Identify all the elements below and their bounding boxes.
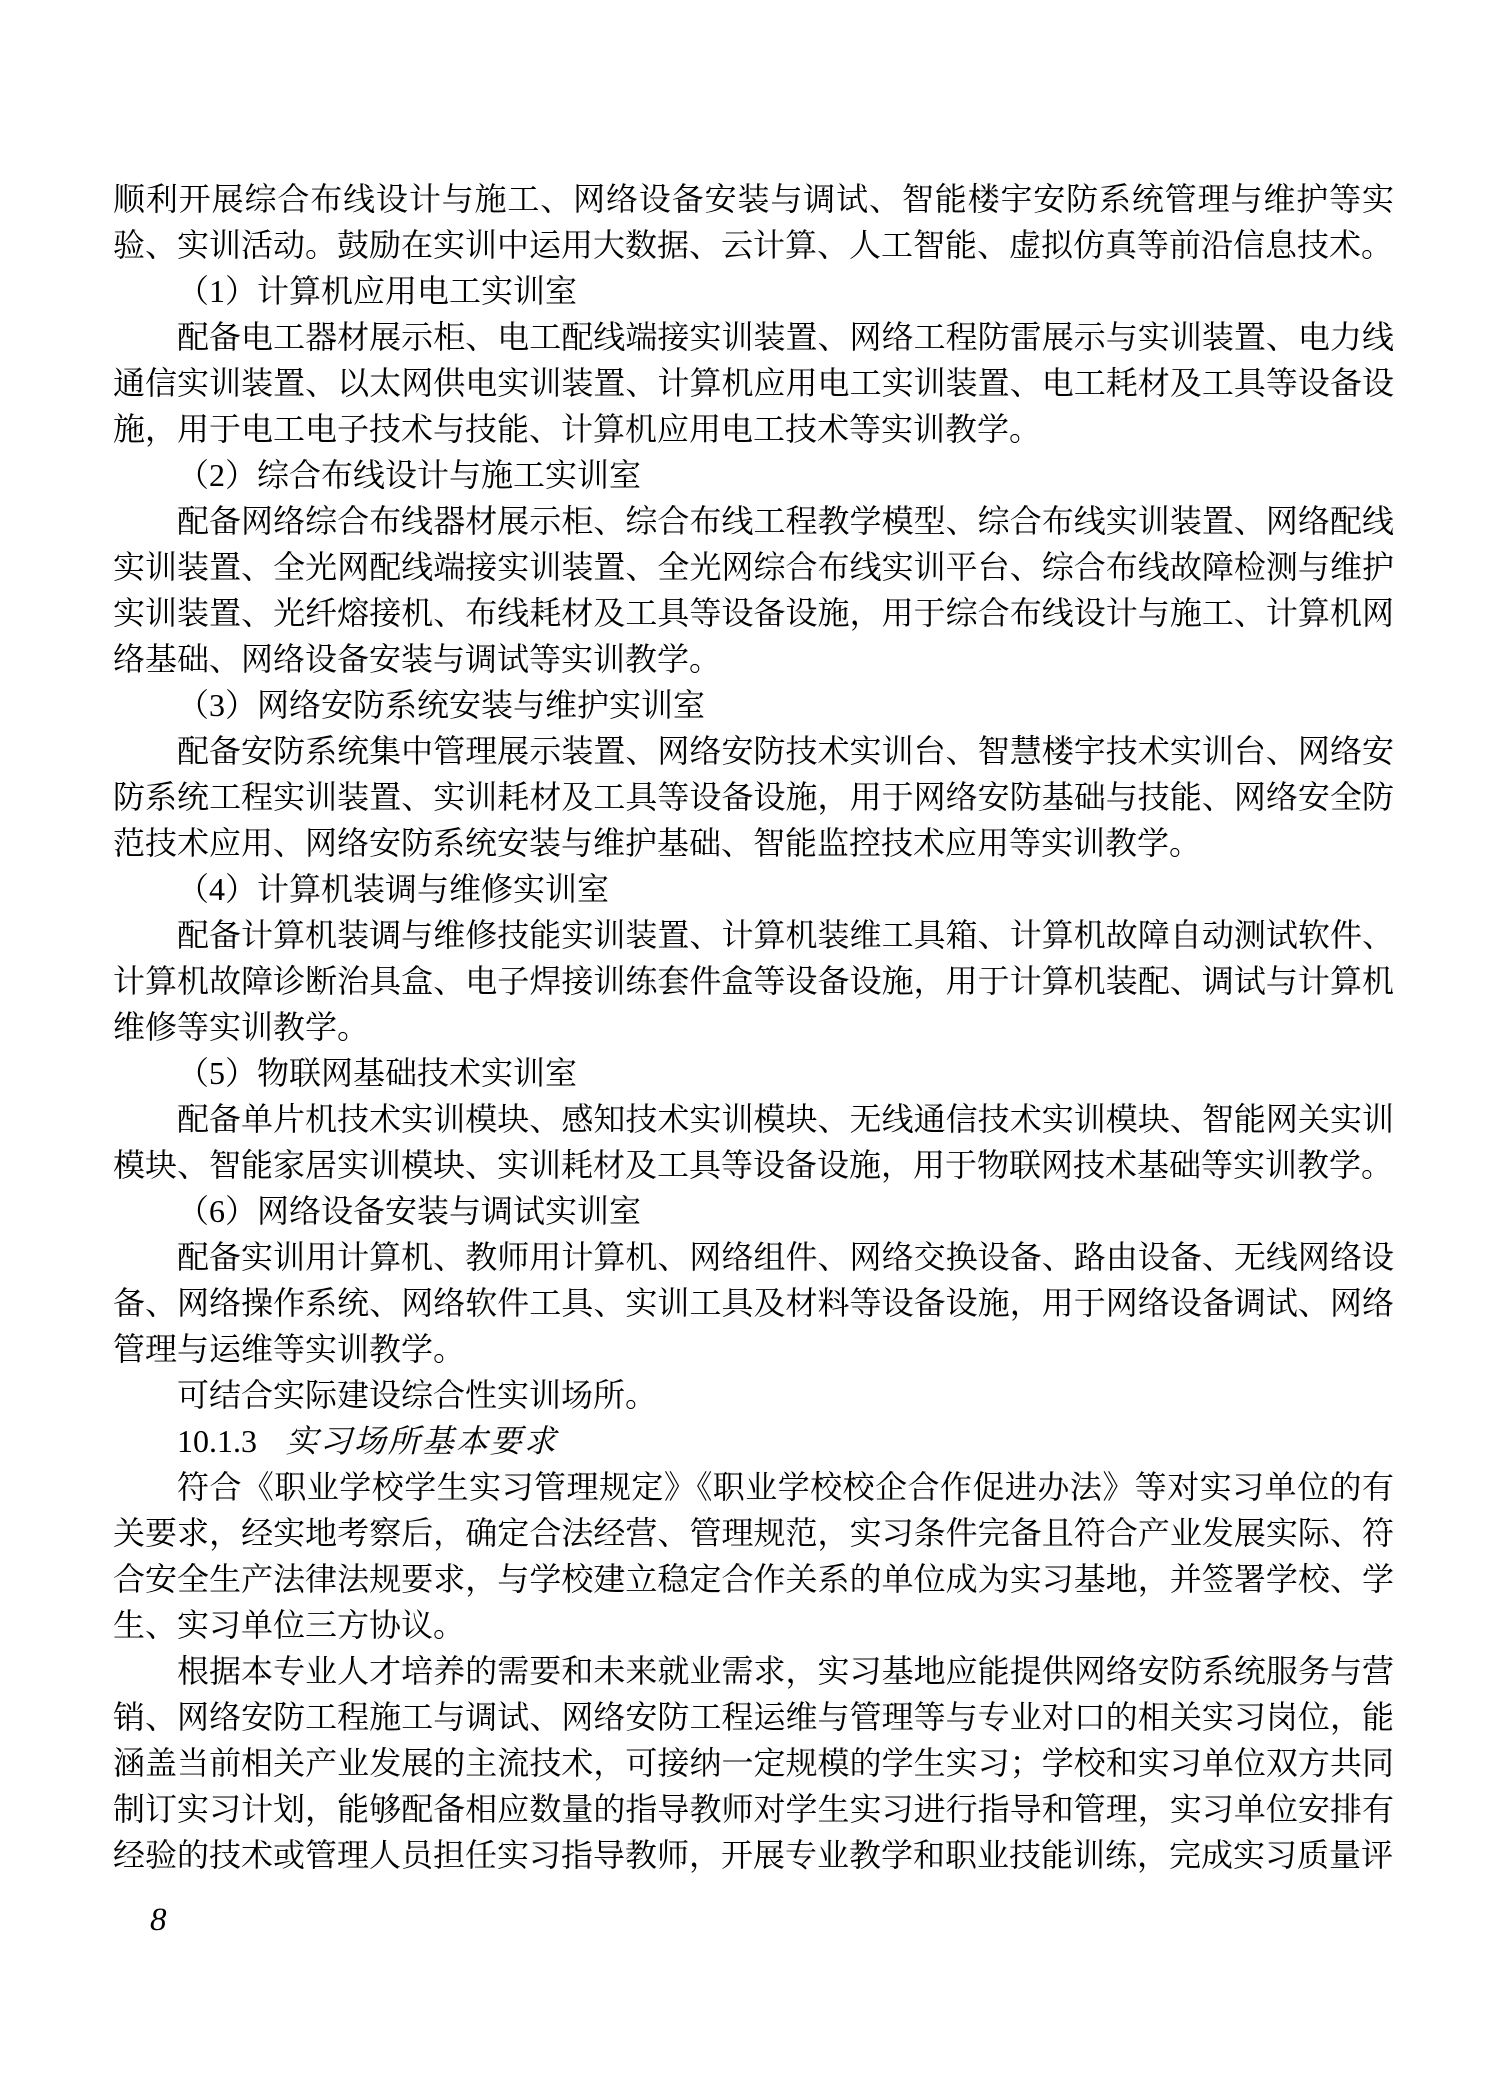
item-heading: （3）网络安防系统安装与维护实训室 — [177, 687, 706, 723]
paragraph: 顺利开展综合布线设计与施工、网络设备安装与调试、智能楼宇安防系统管理与维护等实验、实训活动。鼓励在实训中运用大数据、云计算、人工智能、虚拟仿真等前沿信息技术。 — [113, 181, 1394, 263]
paragraph: 可结合实际建设综合性实训场所。 — [177, 1377, 658, 1413]
item-heading: （4）计算机装调与维修实训室 — [177, 871, 610, 907]
paragraph: 配备实训用计算机、教师用计算机、网络组件、网络交换设备、路由设备、无线网络设备、网络操作系统、网络软件工具、实训工具及材料等设备设施，用于网络设备调试、网络管理与运维等实训教学。 — [113, 1239, 1394, 1367]
paragraph: 根据本专业人才培养的需要和未来就业需求，实习基地应能提供网络安防系统服务与营销、网络安防工程施工与调试、网络安防工程运维与管理等与专业对口的相关实习岗位，能涵盖当前相关产业发展的主流技术，可接纳一定规模的学生实习；学校和实习单位双方共同制订实习计划，能够配备相应数量的指导教师对学生实习进行指导和管理，实习单位安排有经验的技术或管理人员担任实习指导教师，开展专业教学和职业技能训练，完成实习质量评 — [113, 1653, 1394, 1873]
page-number: 8 — [150, 1902, 167, 1938]
section-heading — [113, 1418, 1394, 1464]
paragraph: 配备安防系统集中管理展示装置、网络安防技术实训台、智慧楼宇技术实训台、网络安防系统工程实训装置、实训耗材及工具等设备设施，用于网络安防基础与技能、网络安全防范技术应用、网络安防系统安装与维护基础、智能监控技术应用等实训教学。 — [113, 733, 1394, 861]
paragraph: 符合《职业学校学生实习管理规定》《职业学校校企合作促进办法》等对实习单位的有关要求，经实地考察后，确定合法经营、管理规范，实习条件完备且符合产业发展实际、符合安全生产法律法规要求，与学校建立稳定合作关系的单位成为实习基地，并签署学校、学生、实习单位三方协议。 — [113, 1469, 1394, 1643]
section-title: 实习场所基本要求 — [285, 1423, 558, 1459]
paragraph: 配备计算机装调与维修技能实训装置、计算机装维工具箱、计算机故障自动测试软件、计算机故障诊断治具盒、电子焊接训练套件盒等设备设施，用于计算机装配、调试与计算机维修等实训教学。 — [113, 917, 1394, 1045]
paragraph: 配备电工器材展示柜、电工配线端接实训装置、网络工程防雷展示与实训装置、电力线通信实训装置、以太网供电实训装置、计算机应用电工实训装置、电工耗材及工具等设备设施，用于电工电子技术与技能、计算机应用电工技术等实训教学。 — [113, 319, 1394, 447]
item-heading: （1）计算机应用电工实训室 — [177, 273, 578, 309]
item-heading: （2）综合布线设计与施工实训室 — [177, 457, 642, 493]
paragraph: 配备网络综合布线器材展示柜、综合布线工程教学模型、综合布线实训装置、网络配线实训装置、全光网配线端接实训装置、全光网综合布线实训平台、综合布线故障检测与维护实训装置、光纤熔接机、布线耗材及工具等设备设施，用于综合布线设计与施工、计算机网络基础、网络设备安装与调试等实训教学。 — [113, 503, 1394, 677]
paragraph: 配备单片机技术实训模块、感知技术实训模块、无线通信技术实训模块、智能网关实训模块、智能家居实训模块、实训耗材及工具等设备设施，用于物联网技术基础等实训教学。 — [113, 1101, 1394, 1183]
item-heading: （6）网络设备安装与调试实训室 — [177, 1193, 642, 1229]
item-heading: （5）物联网基础技术实训室 — [177, 1055, 578, 1091]
text-block — [113, 176, 1394, 1878]
section-number: 10.1.3 — [177, 1423, 257, 1459]
